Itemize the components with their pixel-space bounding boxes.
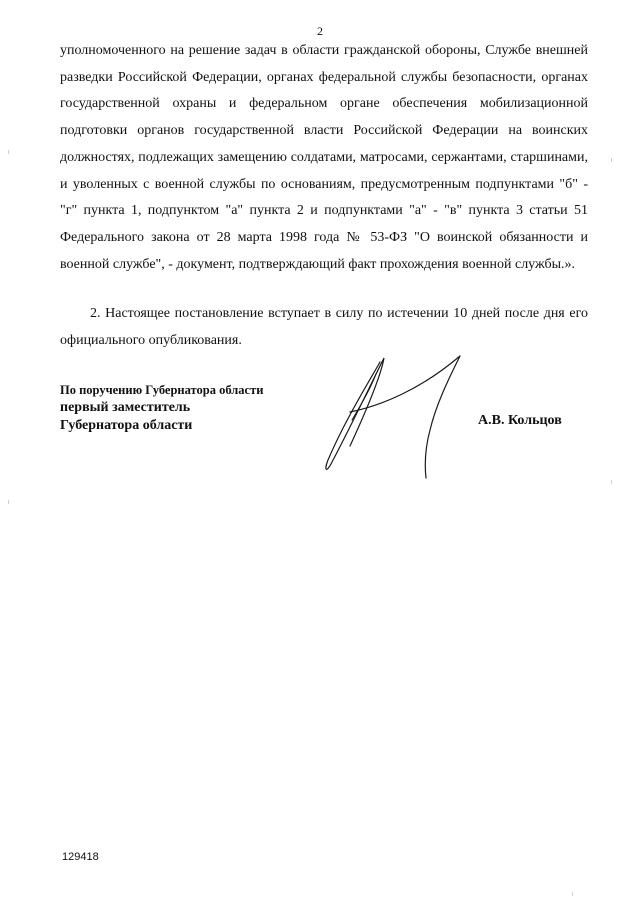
position-line-2: Губернатора области <box>60 418 193 433</box>
body-paragraph-1: уполномоченного на решение задач в области гражданской обороны, Службе внешней разведки Российской Федерации, органах федеральной службы безопасности, органах государственной охраны и федеральном органе обеспечения мобилизационной подготовки органов государственной власти Российской Федерации на воинских должностях, подлежащих замещению солдатами, матросами, сержантами, старшинами, и уволенных с военной службы по основаниям, предусмотренным подпунктами "б" - "г" пункта 1, подпунктом "а" пункта 2 и подпунктами "а" - "в" пункта 3 статьи 51 Федерального закона от 28 марта 1998 года № 53-ФЗ "О воинской обязанности и военной службе", - документ, подтверждающий факт прохождения военной службы.». <box>60 43 588 272</box>
scan-artifact <box>611 158 612 162</box>
page-number: 2 <box>317 24 323 38</box>
scan-artifact <box>572 892 573 896</box>
scan-artifact <box>8 150 9 154</box>
signer-name: А.В. Кольцов <box>478 413 562 428</box>
body-paragraph-2: 2. Настоящее постановление вступает в силу по истечении 10 дней после дня его официального опубликования. <box>60 306 588 348</box>
signature-block <box>60 382 263 435</box>
scan-artifact <box>8 500 9 504</box>
scan-artifact <box>611 480 612 484</box>
handwritten-signature <box>310 350 470 480</box>
position-line: первый заместитель <box>60 400 191 415</box>
authority-line: По поручению Губернатора области <box>60 383 264 397</box>
document-code: 129418 <box>62 851 99 863</box>
